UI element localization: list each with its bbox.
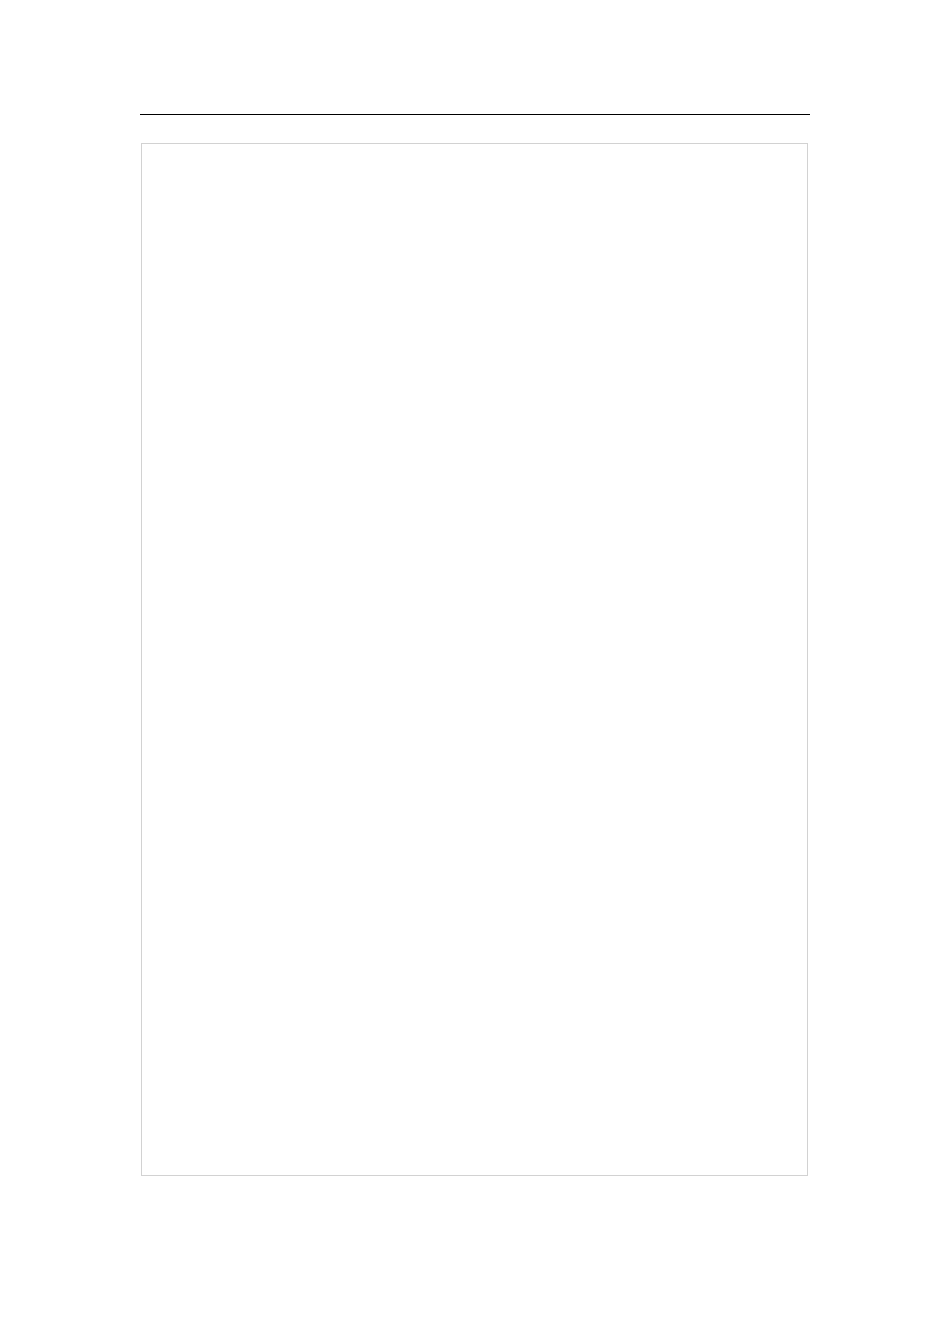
header-rule xyxy=(140,114,810,115)
content-box xyxy=(141,143,808,1176)
